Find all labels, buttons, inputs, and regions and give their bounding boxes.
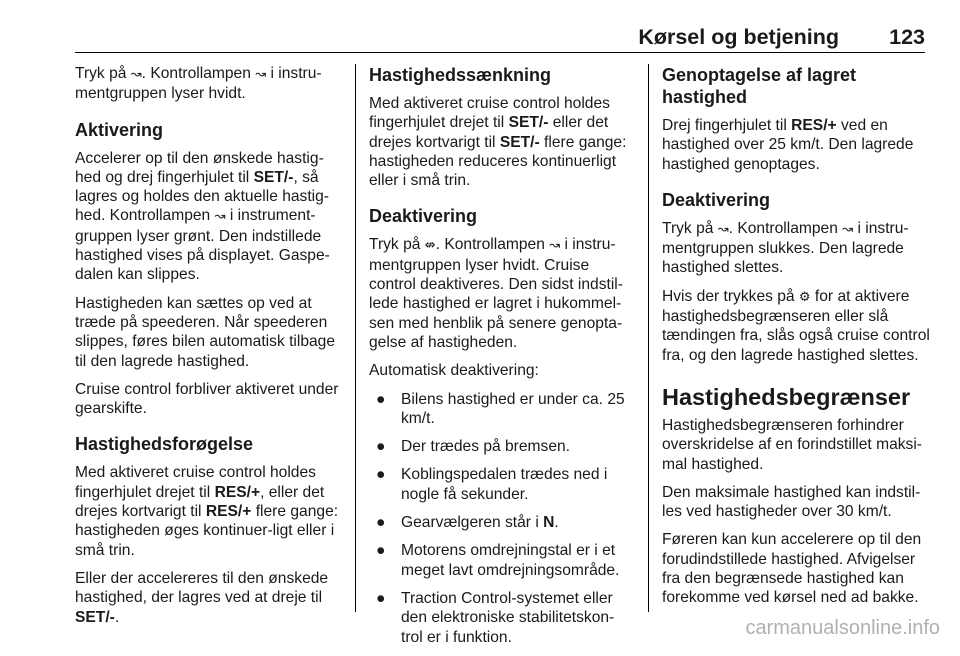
bullet-icon: ● (376, 514, 386, 532)
column-divider (648, 64, 649, 612)
list-item: ● Gearvælgeren står i N. (376, 514, 559, 532)
heading-genoptagelse: Genoptagelse af lagret hastighed (662, 65, 857, 107)
paragraph: Accelerer op til den ønskede hastig-hed og drej fingerhjulet til SET/-, så lagres og holdes den aktuelle hastig-hed. Kontrollampen ↝ i instrument-gruppen lyser grønt. Den indstillede hastighed vises på displayet. Gaspe-dalen kan slippes. (75, 149, 330, 284)
auto-deactivation-label: Automatisk deaktivering: (369, 362, 539, 380)
paragraph: Tryk på ↝. Kontrollampen ↝ i instru-mentgruppen slukkes. Den lagrede hastighed slettes. (662, 219, 909, 277)
list-item: ● Koblingspedalen trædes ned i nogle få sekunder. (376, 466, 608, 503)
heading-aktivering: Aktivering (75, 119, 164, 140)
bullet-icon: ● (376, 438, 386, 456)
paragraph: Eller der accelereres til den ønskede hastighed, der lagres ved at dreje til SET/-. (75, 569, 329, 626)
heading-deaktivering: Deaktivering (662, 189, 771, 210)
list-item: ● Bilens hastighed er under ca. 25 km/t. (376, 390, 625, 427)
bullet-list (369, 390, 633, 647)
paragraph: Den maksimale hastighed kan indstil-les ved hastigheder over 30 km/t. (662, 483, 921, 521)
intro-paragraph: Tryk på ↝. Kontrollampen ↝ i instru-mentgruppen lyser hvidt. (75, 65, 322, 103)
column-2 (369, 64, 633, 656)
bullet-icon: ● (376, 466, 386, 484)
cruise-control-icon: ↝ (255, 67, 267, 82)
list-item: ● Motorens omdrejningstal er i et meget lavt omdrejningsområde. (376, 542, 620, 579)
list-item: ● Der trædes på bremsen. (376, 438, 571, 456)
speed-limiter-icon: ⚙ (798, 289, 811, 305)
cruise-control-icon: ↝ (549, 238, 561, 254)
list-item: ● Traction Control-systemet eller den elektroniske stabilitetskon-trol er i funktion. (376, 589, 615, 646)
cruise-control-icon: ↝ (130, 67, 142, 82)
paragraph: Hvis der trykkes på ⚙ for at aktivere hastighedsbegrænseren eller slå tændingen fra, slås også cruise control fra, og den lagrede hastighed slettes. (662, 287, 930, 364)
heading-hastighedsforoegelse: Hastighedsforøgelse (75, 434, 254, 455)
paragraph: Hastigheden kan sættes op ved at træde på speederen. Når speederen slippes, føres bilen automatisk tilbage til den lagrede hastighed. (75, 294, 336, 370)
heading-hastighedsbegraenser: Hastighedsbegrænser (662, 383, 911, 410)
cruise-control-icon: ↝ (214, 209, 226, 225)
column-1 (75, 64, 345, 636)
paragraph: Med aktiveret cruise control holdes fingerhjulet drejet til RES/+, eller det drejes kortvarigt til RES/+ flere gange: hastigheden øges kontinuer-ligt eller i små trin. (75, 464, 339, 559)
heading-hastighedssaenkning: Hastighedssænkning (369, 65, 552, 85)
bullet-icon: ● (376, 589, 386, 607)
bullet-icon: ● (376, 542, 386, 560)
paragraph: Drej fingerhjulet til RES/+ ved en hastighed over 25 km/t. Den lagrede hastighed genoptages. (662, 117, 914, 173)
watermark: carmanualsonline.info (745, 617, 940, 639)
paragraph: Cruise control forbliver aktiveret under gearskifte. (75, 380, 339, 418)
paragraph: Føreren kan kun accelerere op til den forudindstillede hastighed. Afvigelser fra den begrænsede hastighed kan forekomme ved kørsel ned ad bakke. (662, 531, 922, 607)
paragraph: Med aktiveret cruise control holdes fingerhjulet drejet til SET/- eller det drejes kortvarigt til SET/- flere gange: hastigheden reduceres kontinuerligt eller i små trin. (369, 95, 627, 190)
page-header (75, 24, 925, 53)
cruise-cancel-icon: ⇎ (424, 238, 436, 254)
cruise-control-icon: ↝ (842, 221, 854, 237)
bullet-icon: ● (376, 390, 386, 408)
section-title: Kørsel og betjening (638, 25, 839, 49)
column-3 (662, 64, 930, 617)
cruise-control-icon: ↝ (717, 221, 729, 237)
heading-deaktivering: Deaktivering (369, 206, 478, 227)
paragraph: Tryk på ⇎. Kontrollampen ↝ i instru-mentgruppen lyser hvidt. Cruise control deaktiveres. Den sidst indstil-lede hastighed er lagret i hukommel-sen med henblik på senere genopta-gelse af hastigheden. (369, 236, 623, 351)
page-number: 123 (889, 25, 925, 49)
column-divider (355, 64, 356, 612)
paragraph: Hastighedsbegrænseren forhindrer overskridelse af en forindstillet maksi-mal hastighed. (662, 416, 922, 473)
